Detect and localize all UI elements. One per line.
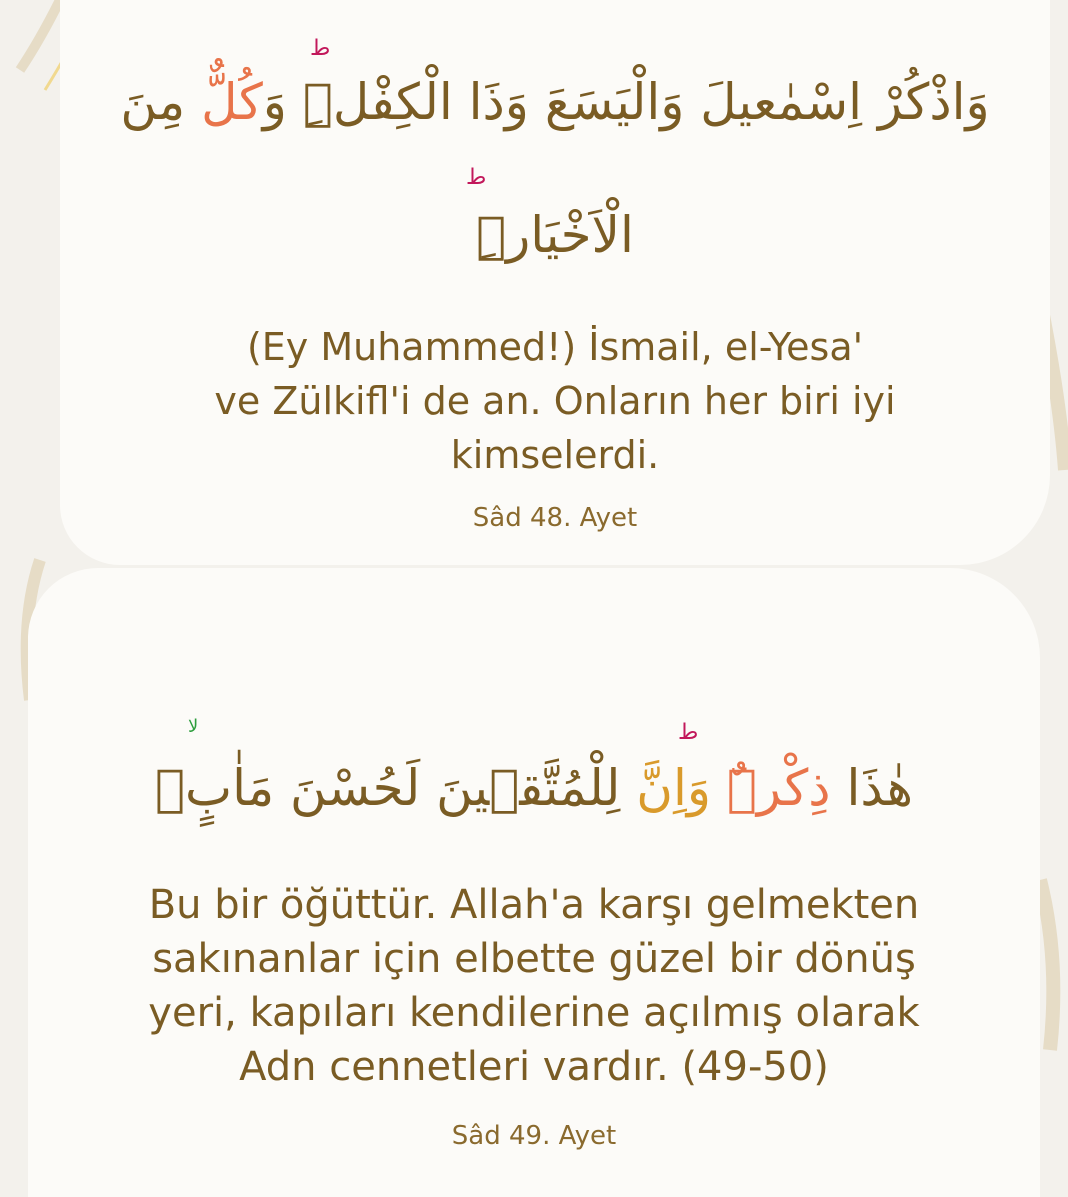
- pause-mark-laa: لا: [188, 716, 199, 737]
- verse-card-49: [28, 568, 1040, 1197]
- verse-reference: Sâd 48. Ayet: [472, 503, 638, 533]
- pause-mark-taa: ط: [466, 165, 487, 190]
- arabic-verse-line-1: وَاذْكُرْ اِسْمٰعيلَ وَالْيَسَعَ وَذَا الْكِفْلِۜ وَكُلٌّ مِنَ: [120, 73, 990, 131]
- verse-translation: (Ey Muhammed!) İsmail, el-Yesa' ve Zülkifl'i de an. Onların her biri iyi kimselerdi.: [214, 325, 896, 477]
- verse-reference: Sâd 49. Ayet: [451, 1121, 617, 1151]
- verse-translation: Bu bir öğüttür. Allah'a karşı gelmekten sakınanlar için elbette güzel bir dönüş yeri, kapıları kendilerine açılmış olarak Adn cennetleri vardır. (49-50): [148, 882, 920, 1090]
- arabic-verse-line-1: هٰذَا ذِكْرٌۜ وَاِنَّ لِلْمُتَّق۪ينَ لَحُسْنَ مَاٰبٍۙ: [155, 759, 913, 817]
- arabic-verse-line-2: الْاَخْيَارِۜ: [476, 206, 634, 264]
- pause-mark-taa: ط: [678, 720, 699, 745]
- verse-card-48: [60, 0, 1050, 565]
- pause-mark-taa: ط: [310, 36, 331, 61]
